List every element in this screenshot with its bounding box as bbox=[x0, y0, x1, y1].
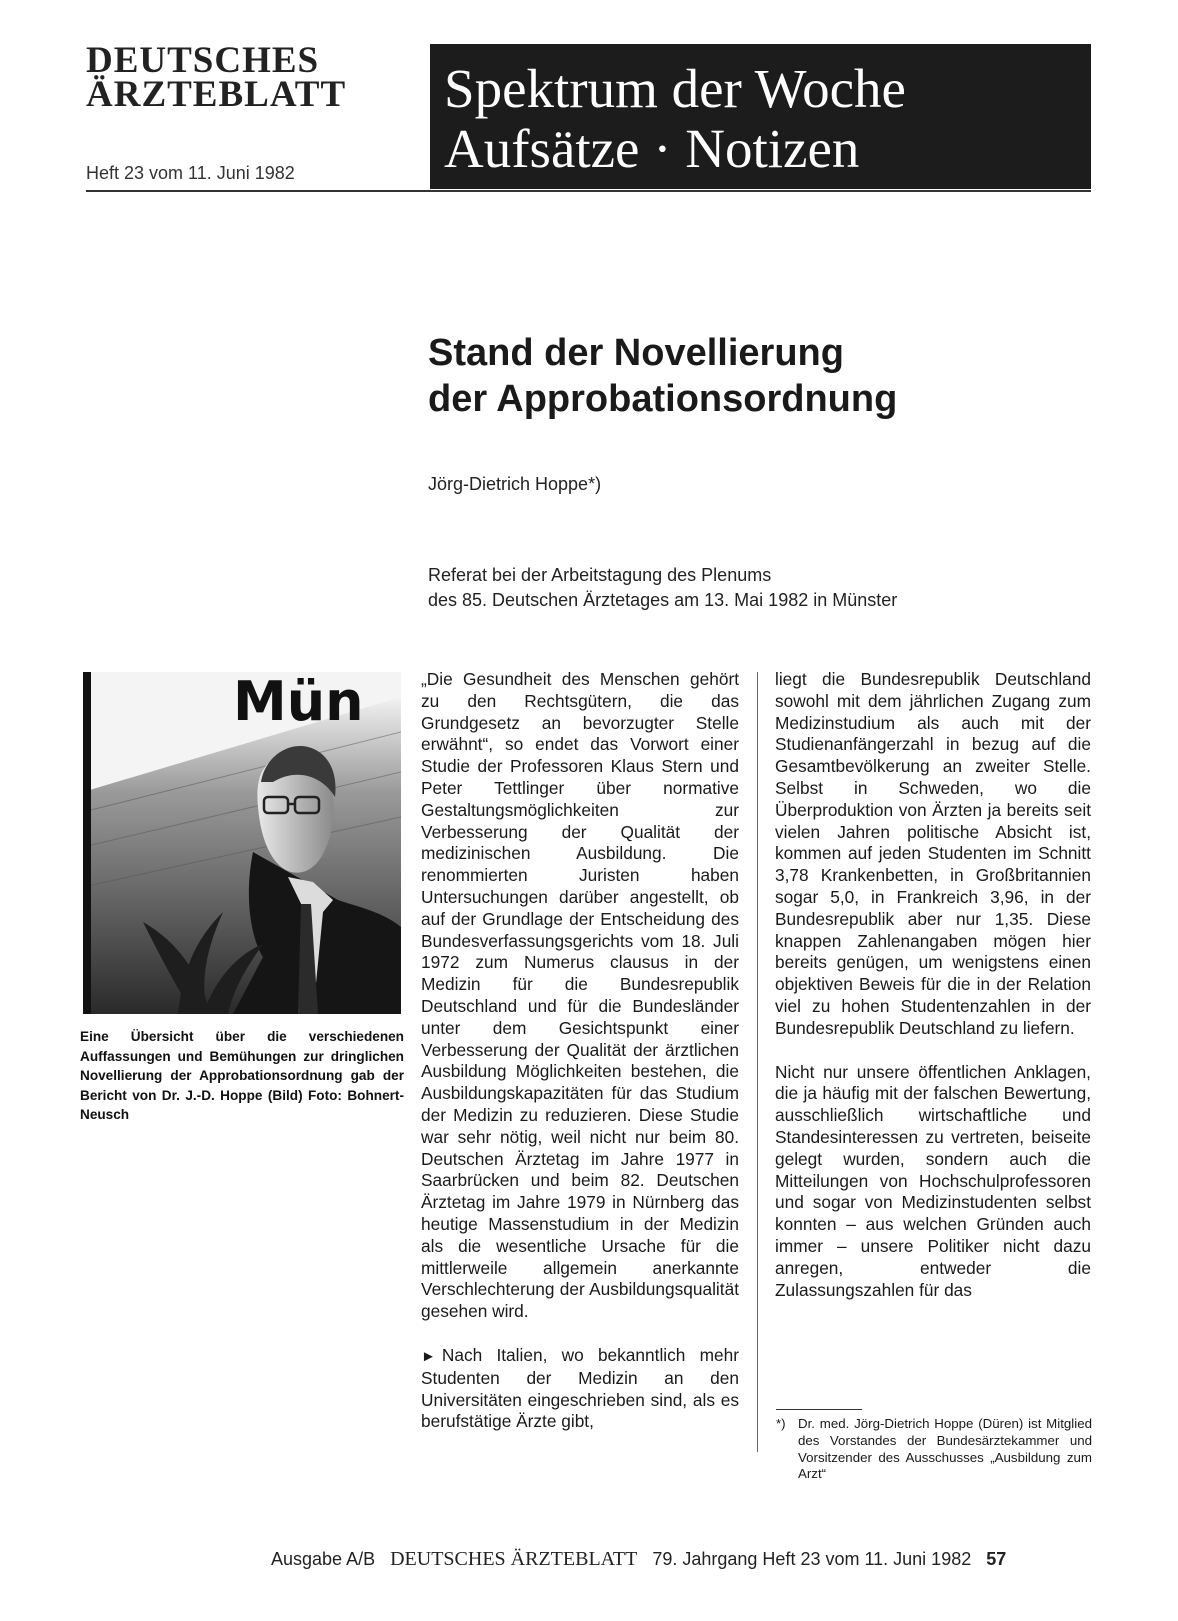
section-banner-line1: Spektrum der Woche bbox=[444, 58, 906, 119]
article-author: Jörg-Dietrich Hoppe*) bbox=[428, 474, 602, 494]
col2-paragraph-1: liegt die Bundesrepublik Deutschland sowohl mit dem jährlichen Zugang zum Medizinstudium als auch mit der Studienanfängerzahl in bezug auf die Gesamtbevölkerung an zweiter Stelle. Selbst in Schweden, wo die Überproduktion von Ärzten ja bereits seit vielen Jahren politische Absicht ist, kommen auf jeden Studenten im Schnitt 3,78 Krankenbetten, in Großbritannien sogar 5,0, in Frankreich 3,96, in der Bundesrepublik aber nur 1,35. Diese knappen Zahlenangaben mögen hier bereits genügen, um wenigstens einen objektiven Beweis für die in der Relation viel zu hohen Studentenzahlen in der Bundesrepublik Deutschland zu liefern. bbox=[775, 669, 1091, 1038]
footnote bbox=[776, 1416, 1092, 1483]
masthead-rule bbox=[86, 190, 1091, 192]
page-number: 57 bbox=[986, 1549, 1007, 1569]
article-subtitle bbox=[428, 563, 1078, 613]
page-footer bbox=[271, 1548, 1006, 1571]
footer-magazine: DEUTSCHES ÄRZTEBLATT bbox=[390, 1548, 638, 1570]
arrow-icon: ► bbox=[421, 1347, 436, 1365]
text-column-2 bbox=[775, 669, 1091, 1301]
col1-paragraph-2 bbox=[421, 1345, 739, 1433]
section-banner-line2: Aufsätze · Notizen bbox=[444, 118, 860, 179]
footer-edition: Ausgabe A/B bbox=[271, 1549, 376, 1569]
footnote-mark: *) bbox=[776, 1416, 786, 1431]
speaker-photo-sign: Mün bbox=[233, 672, 364, 733]
col1-paragraph-2-text: Nach Italien, wo bekanntlich mehr Studenten der Medizin an den Universitäten eingeschrieben sind, als es berufstätige Ärzte gibt, bbox=[421, 1344, 739, 1432]
text-column-1 bbox=[421, 669, 739, 1433]
footer-volume: 79. Jahrgang Heft 23 vom 11. Juni 1982 bbox=[652, 1549, 972, 1569]
footnote-rule bbox=[776, 1409, 862, 1410]
article-title-line1: Stand der Novellierung bbox=[428, 332, 844, 374]
col1-paragraph-1: „Die Gesundheit des Menschen gehört zu den Rechtsgütern, die das Grundgesetz an bevorzugter Stelle erwähnt“, so endet das Vorwort einer Studie der Professoren Klaus Stern und Peter Tettlinger über normative Gestaltungsmöglichkeiten zur Verbesserung der Qualität der medizinischen Ausbildung. Die renommierten Juristen haben Untersuchungen darüber angestellt, ob auf der Grundlage der Entscheidung des Bundesverfassungsgerichts vom 18. Juli 1972 zum Numerus clausus in der Medizin für die Bundesrepublik Deutschland und für die Bundesländer unter dem Gesichtspunkt einer Verbesserung der Qualität der ärztlichen Ausbildung Möglichkeiten bestehen, die Ausbildungskapazitäten für das Studium der Medizin zu reduzieren. Diese Studie war sehr nötig, weil nicht nur beim 80. Deutschen Ärztetag im Jahre 1977 in Saarbrücken und beim 82. Deutschen Ärztetag im Jahre 1979 in Nürnberg das heutige Massenstudium in der Medizin als die wesentliche Ursache für die mittlerweile allgemein anerkannte Verschlechterung der Ausbildungsqualität gesehen wird. bbox=[421, 669, 739, 1322]
photo-caption: Eine Übersicht über die verschiedenen Auffassungen und Bemühungen zur dringlichen Novellierung der Approbationsordnung gab der Bericht von Dr. J.-D. Hoppe (Bild) Foto: Bohnert-Neusch bbox=[80, 1029, 404, 1122]
column-divider bbox=[757, 672, 758, 1452]
article-subtitle-line2: des 85. Deutschen Ärztetages am 13. Mai 1982 in Münster bbox=[428, 590, 898, 610]
speaker-photo bbox=[83, 672, 401, 1014]
col2-paragraph-2: Nicht nur unsere öffentlichen Anklagen, die ja häufig mit der falschen Bewertung, ausschließlich wirtschaftliche und Standesinteressen zu vertreten, beiseite gelegt wurden, sondern auch die Mitteilungen von Hochschulprofessoren und sogar von Medizinstudenten selbst konnten – aus welchen Gründen auch immer – unsere Politiker nicht dazu anregen, entweder die Zulassungszahlen für das bbox=[775, 1061, 1091, 1300]
masthead-logo-line2: ÄRZTEBLATT bbox=[86, 74, 347, 115]
issue-label: Heft 23 vom 11. Juni 1982 bbox=[86, 163, 295, 183]
article-title-line2: der Approbationsordnung bbox=[428, 378, 898, 420]
section-banner bbox=[430, 44, 1091, 189]
footnote-text: Dr. med. Jörg-Dietrich Hoppe (Düren) ist Mitglied des Vorstandes der Bundesärztekammer und Vorsitzender des Ausschusses „Ausbildung zum Arzt“ bbox=[798, 1416, 1092, 1482]
article-subtitle-line1: Referat bei der Arbeitstagung des Plenums bbox=[428, 565, 772, 585]
masthead-logo bbox=[86, 40, 416, 115]
article-title bbox=[428, 330, 1078, 422]
masthead-logo-line1: DEUTSCHES bbox=[86, 40, 320, 81]
